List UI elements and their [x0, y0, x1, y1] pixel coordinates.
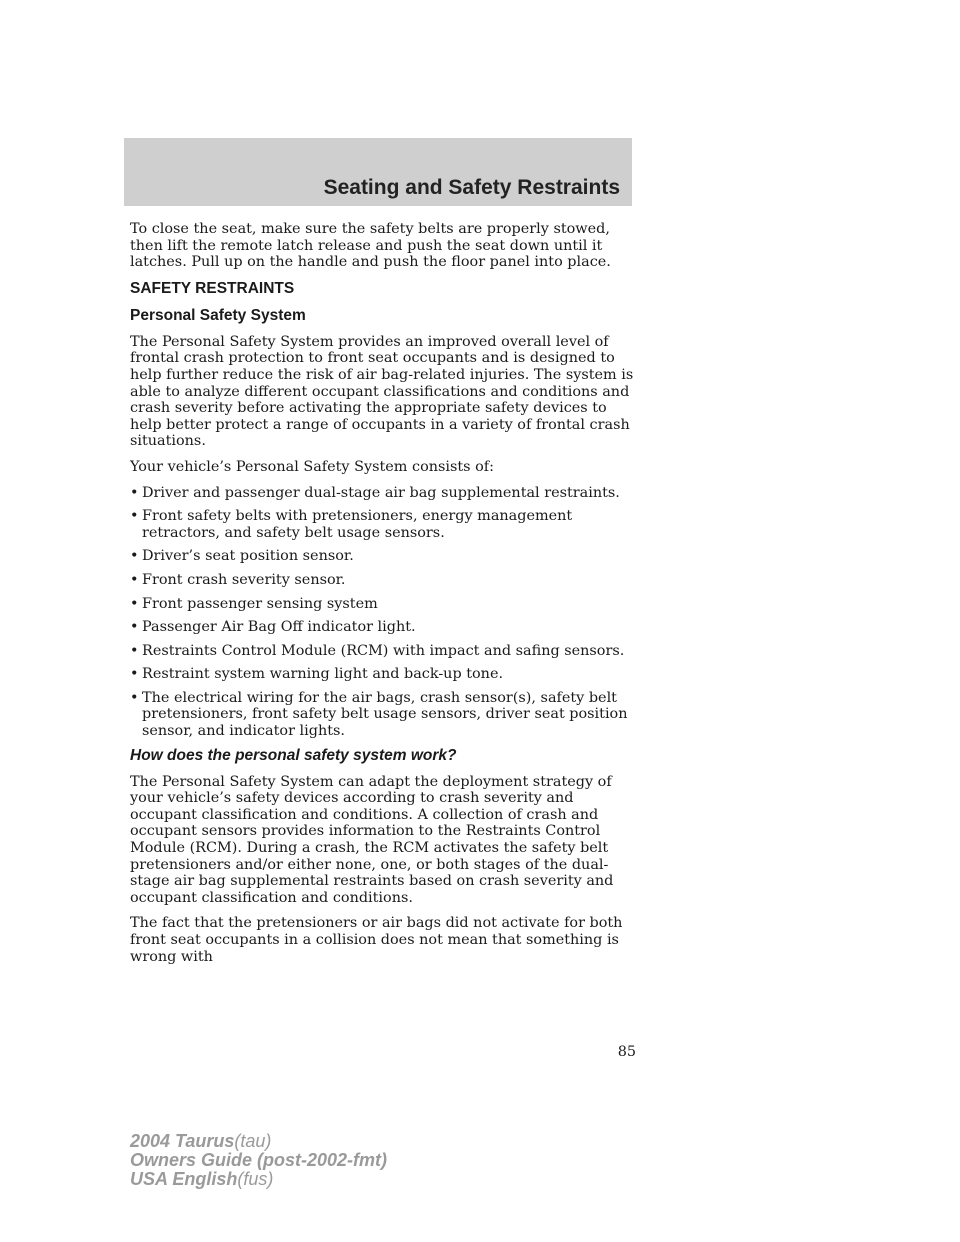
intro-paragraph: To close the seat, make sure the safety belts are properly stowed, then lift the remote latch release and push the seat down until it latches. Pull up on the handle and push the floor panel into place. — [130, 221, 611, 271]
list-item-text: Driver and passenger dual-stage air bag supplemental restraints. — [142, 484, 620, 501]
how-it-works-paragraph: The Personal Safety System can adapt the deployment strategy of your vehicle’s safety devices according to crash severity and occupant classification and conditions. A collection of crash and occupant sensors provides information to the Restraints Control Module (RCM). During a crash, the RCM activates the safety belt pretensioners and/or either none, one, or both stages of the dual-stage air bag supplemental restraints based on crash severity and occupant classification and conditions. — [130, 773, 614, 906]
bullet-icon: • — [130, 595, 139, 612]
page-content — [130, 221, 638, 974]
footer-language: USA English — [130, 1169, 238, 1189]
list-item-text: Front safety belts with pretensioners, energy management retractors, and safety belt usage sensors. — [142, 508, 573, 541]
footer-guide-name: Owners Guide (post-2002-fmt) — [130, 1150, 388, 1170]
list-item — [130, 548, 638, 565]
subheading: Personal Safety System — [130, 306, 306, 324]
question-heading: How does the personal safety system work? — [130, 746, 457, 764]
pss-paragraph: The Personal Safety System provides an improved overall level of frontal crash protection to front seat occupants and is designed to help further reduce the risk of air bag-related injuries. The system is able to analyze different occupant classifications and conditions and crash severity before activating the appropriate safety devices to help better protect a range of occupants in a variety of frontal crash situations. — [130, 333, 634, 450]
list-item — [130, 690, 638, 740]
bullet-icon: • — [130, 619, 139, 636]
list-item — [130, 666, 638, 683]
section-heading: SAFETY RESTRAINTS — [130, 279, 295, 297]
bullet-icon: • — [130, 571, 139, 588]
bullet-icon: • — [130, 508, 139, 525]
footer-line-3 — [130, 1170, 387, 1189]
last-paragraph: The fact that the pretensioners or air bags did not activate for both front seat occupants in a collision does not mean that something is wrong with — [130, 915, 623, 965]
list-item-text: Driver’s seat position sensor. — [142, 548, 354, 565]
list-item — [130, 572, 638, 589]
list-item — [130, 643, 638, 660]
footer-language-code: (fus) — [237, 1169, 274, 1189]
section-header-band — [124, 138, 632, 206]
consists-of-paragraph: Your vehicle’s Personal Safety System consists of: — [130, 458, 494, 475]
footer-document-info — [130, 1132, 387, 1189]
section-title: Seating and Safety Restraints — [323, 176, 620, 199]
list-item-text: Restraint system warning light and back-up tone. — [142, 666, 504, 683]
list-item — [130, 596, 638, 613]
list-item — [130, 485, 638, 502]
bullet-icon: • — [130, 689, 139, 706]
list-item — [130, 508, 638, 541]
footer-model: 2004 Taurus — [130, 1131, 235, 1151]
bullet-icon: • — [130, 666, 139, 683]
components-list — [130, 485, 638, 740]
list-item-text: Front passenger sensing system — [142, 595, 378, 612]
page-number: 85 — [617, 1044, 636, 1060]
footer-model-code: (tau) — [234, 1131, 272, 1151]
list-item-text: Passenger Air Bag Off indicator light. — [142, 619, 416, 636]
list-item-text: The electrical wiring for the air bags, crash sensor(s), safety belt pretensioners, front safety belt usage sensors, driver seat position sensor, and indicator lights. — [142, 689, 628, 740]
list-item — [130, 619, 638, 636]
bullet-icon: • — [130, 642, 139, 659]
bullet-icon: • — [130, 548, 139, 565]
bullet-icon: • — [130, 484, 139, 501]
list-item-text: Front crash severity sensor. — [142, 571, 346, 588]
list-item-text: Restraints Control Module (RCM) with impact and safing sensors. — [142, 642, 625, 659]
footer-line-2 — [130, 1151, 387, 1170]
footer-line-1 — [130, 1132, 387, 1151]
